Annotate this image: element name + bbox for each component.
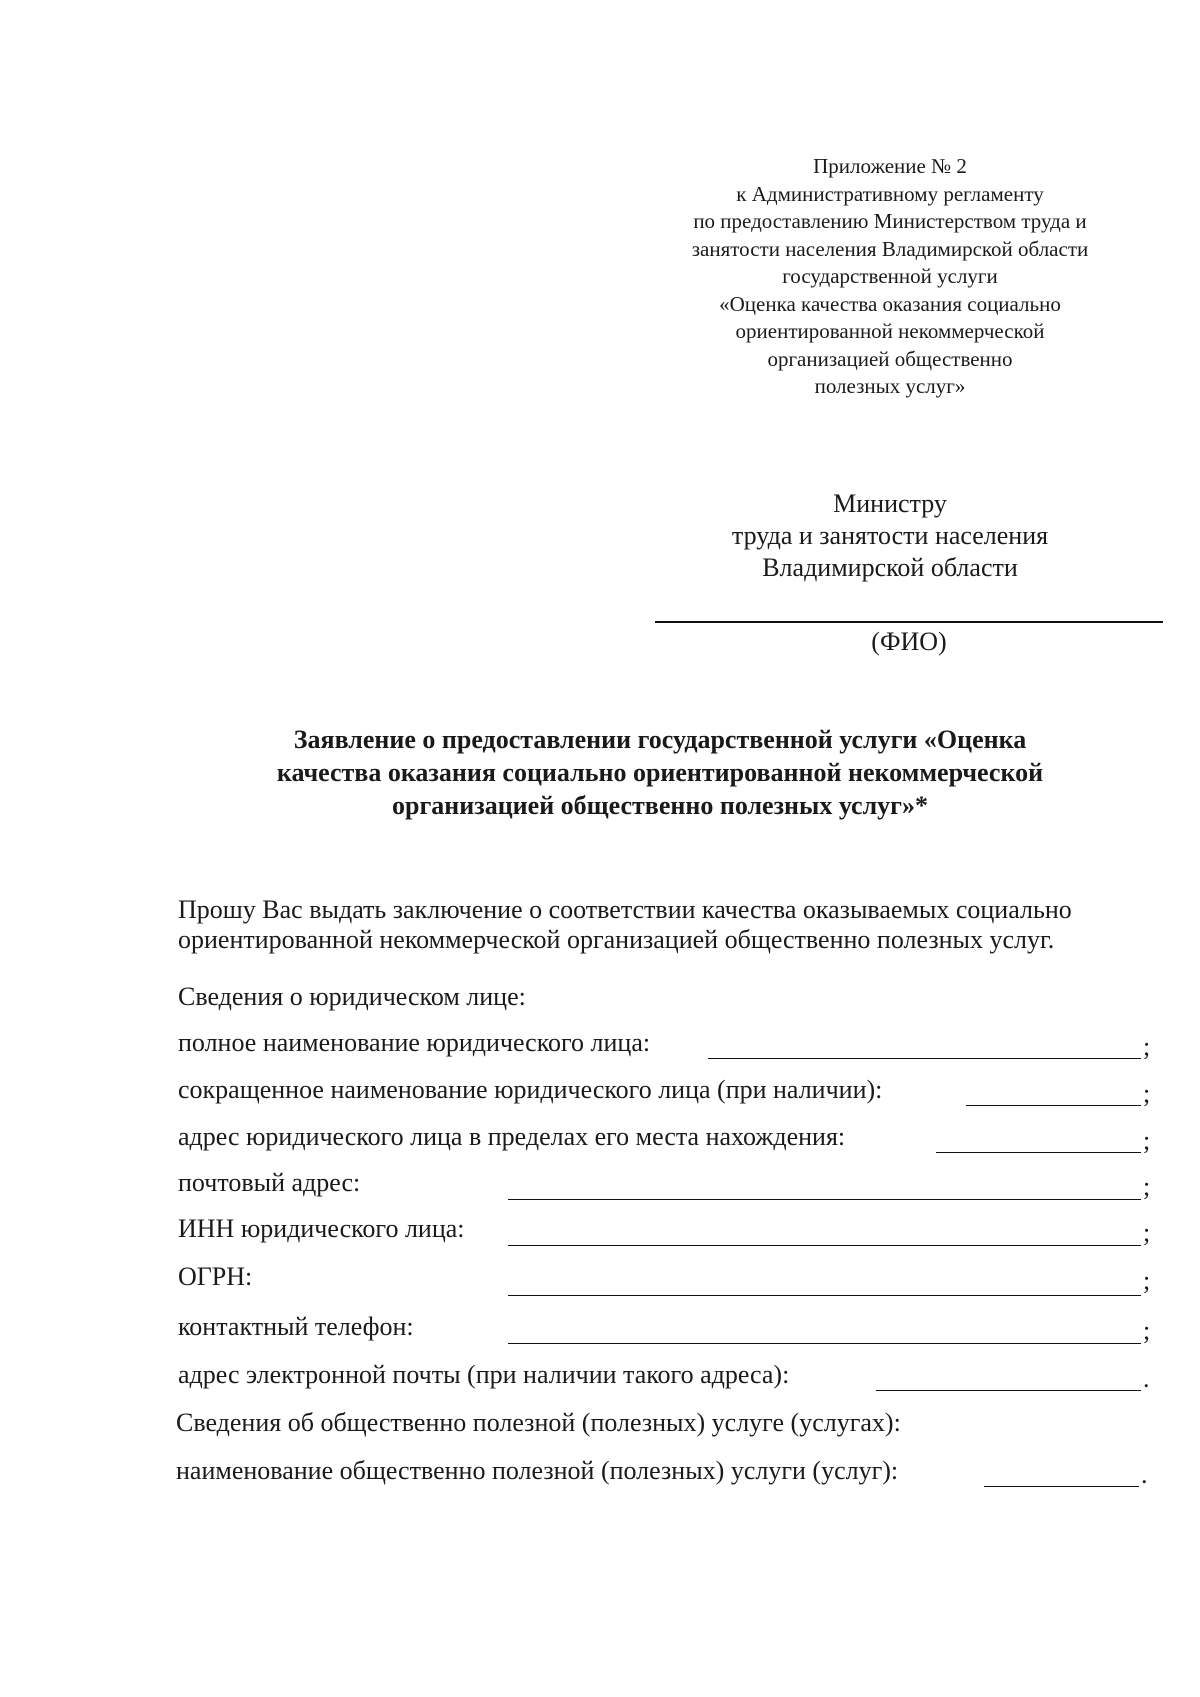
field-phone	[178, 1312, 1158, 1348]
annex-line: полезных услуг»	[814, 374, 966, 398]
field-blank-line[interactable]	[984, 1486, 1139, 1487]
services-heading: Сведения об общественно полезной (полезных) услуге (услугах):	[176, 1408, 901, 1437]
annex-line: по предоставлению Министерством труда и	[693, 209, 1087, 233]
intro-line: ориентированной некоммерческой организацией общественно полезных услуг.	[178, 925, 1055, 954]
field-service-name	[176, 1456, 1156, 1492]
field-blank-line[interactable]	[508, 1199, 1141, 1200]
field-blank-line[interactable]	[708, 1058, 1141, 1059]
addressee-line: Министру	[833, 489, 947, 518]
field-end-mark: ;	[1143, 1266, 1151, 1295]
title-line: качества оказания социально ориентированной некоммерческой	[276, 758, 1044, 787]
field-label: адрес электронной почты (при наличии такого адреса):	[178, 1360, 790, 1389]
field-end-mark: ;	[1143, 1032, 1151, 1061]
field-legal-address	[178, 1122, 1158, 1158]
field-label: адрес юридического лица в пределах его места нахождения:	[178, 1122, 846, 1151]
field-end-mark: ;	[1143, 1316, 1151, 1345]
document-title	[200, 723, 1120, 822]
addressee-line: Владимирской области	[762, 553, 1018, 582]
field-end-mark: ;	[1143, 1079, 1151, 1108]
field-blank-line[interactable]	[966, 1105, 1141, 1106]
intro-paragraph	[178, 895, 1072, 955]
annex-line: Приложение № 2	[813, 154, 967, 178]
annex-line: «Оценка качества оказания социально	[719, 291, 1061, 316]
field-end-mark: ;	[1143, 1218, 1151, 1247]
field-blank-line[interactable]	[508, 1343, 1141, 1344]
field-ogrn	[178, 1262, 1158, 1298]
title-line: организацией общественно полезных услуг»*	[392, 791, 928, 820]
field-short-name	[178, 1075, 1158, 1111]
annex-line: занятости населения Владимирской области	[691, 236, 1089, 261]
field-end-mark: ;	[1143, 1172, 1151, 1201]
title-line: Заявление о предоставлении государственной услуги «Оценка	[293, 725, 1027, 754]
annex-header	[640, 153, 1140, 401]
field-full-name	[178, 1028, 1158, 1064]
field-label: полное наименование юридического лица:	[178, 1028, 651, 1057]
intro-line: Прошу Вас выдать заключение о соответствии качества оказываемых социально	[178, 895, 1072, 924]
field-end-mark: .	[1141, 1460, 1148, 1489]
field-label: ОГРН:	[178, 1262, 253, 1291]
field-postal-address	[178, 1168, 1158, 1204]
field-end-mark: .	[1143, 1364, 1150, 1393]
annex-line: ориентированной некоммерческой	[735, 319, 1045, 343]
addressee-line: труда и занятости населения	[731, 521, 1049, 550]
field-inn	[178, 1214, 1158, 1250]
field-end-mark: ;	[1143, 1126, 1151, 1155]
field-email	[178, 1360, 1158, 1396]
field-label: наименование общественно полезной (полезных) услуги (услуг):	[176, 1456, 899, 1485]
field-label: ИНН юридического лица:	[178, 1214, 465, 1243]
field-blank-line[interactable]	[508, 1295, 1141, 1296]
annex-line: государственной услуги	[782, 264, 998, 288]
field-blank-line[interactable]	[508, 1245, 1141, 1246]
fio-label: (ФИО)	[871, 627, 947, 656]
annex-line: организацией общественно	[767, 346, 1013, 371]
addressee-block	[700, 488, 1080, 584]
field-blank-line[interactable]	[876, 1390, 1141, 1391]
field-label: почтовый адрес:	[178, 1168, 361, 1197]
annex-line: к Административному регламенту	[736, 181, 1044, 206]
field-blank-line[interactable]	[936, 1152, 1141, 1153]
legal-entity-heading: Сведения о юридическом лице:	[178, 982, 526, 1011]
field-label: контактный телефон:	[178, 1312, 414, 1341]
fio-input-line[interactable]	[655, 621, 1163, 623]
field-label: сокращенное наименование юридического лица (при наличии):	[178, 1075, 883, 1104]
